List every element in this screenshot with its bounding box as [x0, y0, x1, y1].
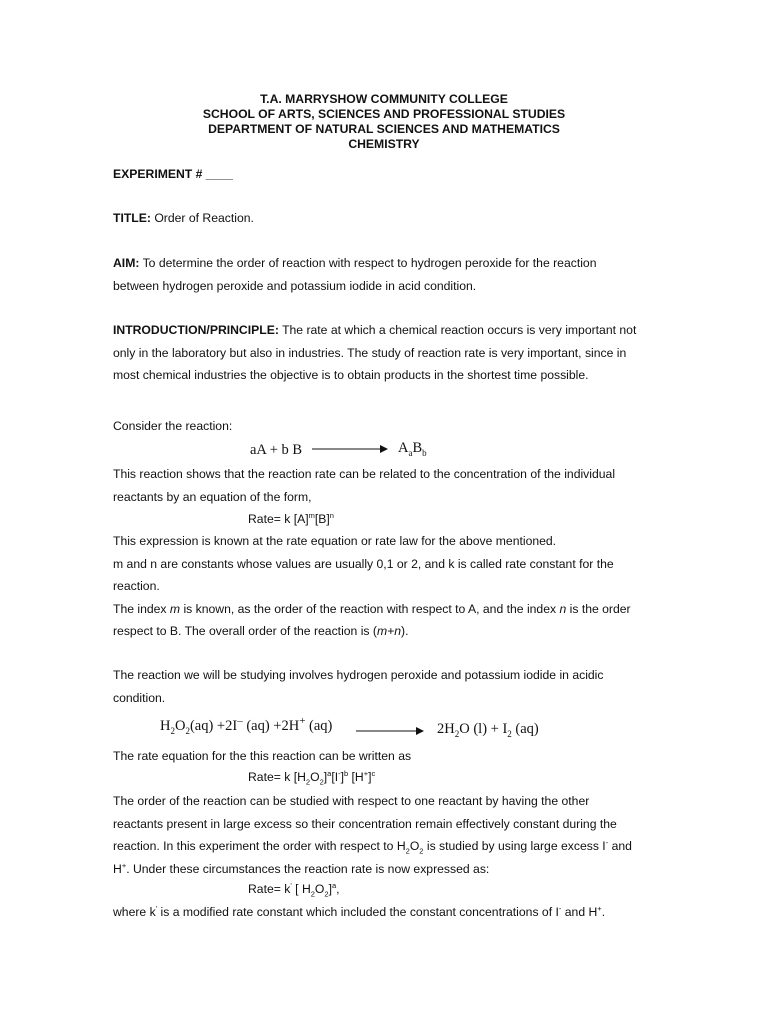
- rate-law-1: Rate= k $[A]^m[B]^n$: [248, 510, 334, 526]
- introduction-section: INTRODUCTION/PRINCIPLE: The rate at which a chemical reaction occurs is very important not only in the laboratory but also in industries. The study of reaction rate is very important, since in most chemical industries the objective is to obtain products in the shortest time possible.: [113, 323, 637, 382]
- document-header: [0, 92, 768, 152]
- reaction2-reactants: $H_2O_2(aq) +2I^-$ (aq) +2H+ (aq): [160, 715, 333, 736]
- department-name: DEPARTMENT OF NATURAL SCIENCES AND MATHEMATICS: [208, 122, 560, 136]
- reaction-arrow-icon: [312, 443, 388, 455]
- school-name: SCHOOL OF ARTS, SCIENCES AND PROFESSIONAL STUDIES: [202, 107, 566, 121]
- paragraph-rate-relation: This reaction shows that the reaction rate can be related to the concentration of the individual reactants by an equation of the form,: [113, 467, 616, 504]
- rate-law-3: Rate= k' [ $H_2O_2]^a$,: [248, 880, 340, 899]
- college-name: T.A. MARRYSHOW COMMUNITY COLLEGE: [260, 92, 508, 106]
- aim-section: AIM: To determine the order of reaction with respect to hydrogen peroxide for the reaction between hydrogen peroxide and potassium iodide in acid condition.: [113, 256, 597, 293]
- paragraph-modified-constant: where k' is a modified rate constant which included the constant concentrations of I- and H+.: [113, 903, 606, 919]
- rate-law-2: Rate= k $[H_2O_2]^a[I^-]^b$ $[H^+]^c$: [248, 768, 376, 787]
- title-line: [113, 211, 254, 225]
- rate-equation-intro: The rate equation for the this reaction can be written as: [113, 749, 412, 763]
- experiment-number: EXPERIMENT # ____: [113, 167, 233, 181]
- reaction2-products: $2H_2O$ $(l) + I_2$ (aq): [437, 721, 539, 739]
- paragraph-order-study: The order of the reaction can be studied with respect to one reactant by having the other reactants present in large excess so their concentration remain effectively constant during the reaction. In this experiment the order with respect to $H_2O_2$ is studied by using large excess I- and H+. Under these circumstances the reaction rate is now expressed as:: [113, 794, 632, 876]
- consider-text: Consider the reaction:: [113, 419, 233, 433]
- reaction1-product: $A_aB_b$: [398, 440, 427, 458]
- reaction1-reactants: aA + b B: [250, 442, 303, 458]
- paragraph-rate-law: This expression is known at the rate equation or rate law for the above mentioned. m and n are constants whose values are usually 0,1 or 2, and k is called rate constant for the reaction. The index m is known, as the order of the reaction with respect to A, and the index n is the order respect to B. The overall order of the reaction is (m+n).: [113, 534, 631, 638]
- paragraph-study-reaction: The reaction we will be studying involves hydrogen peroxide and potassium iodide in acidic condition.: [113, 668, 604, 705]
- intro-label: INTRODUCTION/PRINCIPLE:: [113, 323, 279, 337]
- aim-label: AIM:: [113, 256, 140, 270]
- subject-name: CHEMISTRY: [348, 137, 420, 151]
- reaction2-arrow-icon: [356, 725, 424, 737]
- title-label: TITLE:: [113, 211, 151, 225]
- title-value: Order of Reaction.: [154, 211, 254, 225]
